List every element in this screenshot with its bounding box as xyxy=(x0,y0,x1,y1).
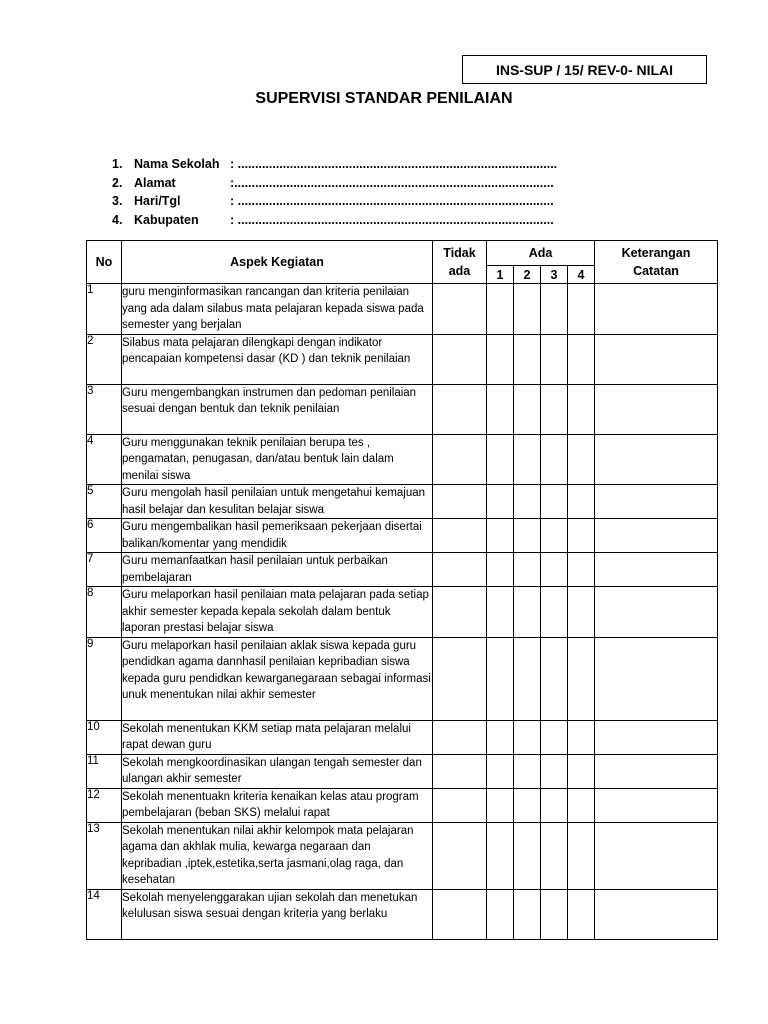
cell-ada-3[interactable] xyxy=(541,637,568,720)
cell-ada-4[interactable] xyxy=(568,334,595,384)
table-row xyxy=(87,754,718,788)
document-code: INS-SUP / 15/ REV-0- NILAI xyxy=(495,61,674,78)
cell-tidak-ada[interactable] xyxy=(433,553,487,587)
assessment-table xyxy=(86,240,718,940)
info-field-alamat: 2. Alamat :............................................................................................ xyxy=(112,175,554,190)
cell-ada-1[interactable] xyxy=(487,637,514,720)
row-aspek-text: Sekolah menyelenggarakan ujian sekolah dan menetukan kelulusan siswa sesuai dengan kriteria yang berlaku xyxy=(122,889,433,939)
cell-ada-2[interactable] xyxy=(514,384,541,434)
cell-keterangan[interactable] xyxy=(595,284,718,335)
cell-tidak-ada[interactable] xyxy=(433,434,487,485)
table-row xyxy=(87,434,718,485)
cell-ada-4[interactable] xyxy=(568,720,595,754)
row-aspek-text: Guru melaporkan hasil penilaian aklak siswa kepada guru pendidkan agama dannhasil penilaian kepribadian siswa kepada guru pendidkan kewarganegaraan sebagai informasi unuk menentukan nilai akhir semester xyxy=(122,637,433,720)
header-ada-4: 4 xyxy=(568,266,595,284)
cell-ada-1[interactable] xyxy=(487,519,514,553)
row-number: 9 xyxy=(87,637,122,720)
row-aspek-text: Sekolah menentukan KKM setiap mata pelajaran melalui rapat dewan guru xyxy=(122,720,433,754)
row-number: 7 xyxy=(87,553,122,587)
cell-ada-4[interactable] xyxy=(568,519,595,553)
table-row xyxy=(87,720,718,754)
cell-ada-4[interactable] xyxy=(568,889,595,939)
cell-ada-1[interactable] xyxy=(487,334,514,384)
cell-ada-1[interactable] xyxy=(487,754,514,788)
page-title: SUPERVISI STANDAR PENILAIAN xyxy=(255,90,513,107)
cell-keterangan[interactable] xyxy=(595,334,718,384)
cell-ada-2[interactable] xyxy=(514,284,541,335)
cell-tidak-ada[interactable] xyxy=(433,822,487,889)
cell-ada-1[interactable] xyxy=(487,434,514,485)
row-number: 13 xyxy=(87,822,122,889)
cell-tidak-ada[interactable] xyxy=(433,637,487,720)
cell-keterangan[interactable] xyxy=(595,637,718,720)
header-ada-3: 3 xyxy=(541,266,568,284)
row-aspek-text: Guru mengolah hasil penilaian untuk mengetahui kemajuan hasil belajar dan kesulitan belajar siswa xyxy=(122,485,433,519)
row-aspek-text: guru menginformasikan rancangan dan kriteria penilaian yang ada dalam silabus mata pelajaran kepada siswa pada semester yang berjalan xyxy=(122,284,433,335)
info-field-nama-sekolah: 1. Nama Sekolah : ............................................................................................ xyxy=(112,157,558,171)
cell-ada-4[interactable] xyxy=(568,822,595,889)
cell-ada-4[interactable] xyxy=(568,485,595,519)
cell-ada-3[interactable] xyxy=(541,822,568,889)
table-row xyxy=(87,822,718,889)
row-aspek-text: Sekolah menentukan nilai akhir kelompok mata pelajaran agama dan akhlak mulia, kewarga negaraan dan kepribadian ,iptek,estetika,serta jasmani,olag raga, dan kesehatan xyxy=(122,822,433,889)
cell-ada-4[interactable] xyxy=(568,587,595,638)
cell-ada-3[interactable] xyxy=(541,889,568,939)
cell-ada-1[interactable] xyxy=(487,822,514,889)
cell-ada-3[interactable] xyxy=(541,485,568,519)
table-row xyxy=(87,587,718,638)
cell-ada-2[interactable] xyxy=(514,434,541,485)
cell-ada-3[interactable] xyxy=(541,519,568,553)
cell-keterangan[interactable] xyxy=(595,587,718,638)
row-number: 10 xyxy=(87,720,122,754)
table-row xyxy=(87,889,718,939)
cell-ada-2[interactable] xyxy=(514,519,541,553)
header-no: No xyxy=(87,241,122,284)
cell-ada-1[interactable] xyxy=(487,384,514,434)
row-number: 2 xyxy=(87,334,122,384)
cell-ada-1[interactable] xyxy=(487,788,514,822)
cell-tidak-ada[interactable] xyxy=(433,720,487,754)
table-row xyxy=(87,788,718,822)
cell-ada-4[interactable] xyxy=(568,434,595,485)
row-aspek-text: Guru melaporkan hasil penilaian mata pelajaran pada setiap akhir semester kepada kepala sekolah dalam bentuk laporan prestasi belajar siswa xyxy=(122,587,433,638)
row-number: 14 xyxy=(87,889,122,939)
cell-ada-3[interactable] xyxy=(541,788,568,822)
cell-ada-2[interactable] xyxy=(514,637,541,720)
row-aspek-text: Guru mengembalikan hasil pemeriksaan pekerjaan disertai balikan/komentar yang mendidik xyxy=(122,519,433,553)
info-field-kabupaten: 4. Kabupaten : ........................................................................................... xyxy=(112,212,554,227)
cell-ada-3[interactable] xyxy=(541,553,568,587)
cell-ada-1[interactable] xyxy=(487,485,514,519)
row-number: 12 xyxy=(87,788,122,822)
cell-tidak-ada[interactable] xyxy=(433,754,487,788)
cell-tidak-ada[interactable] xyxy=(433,788,487,822)
cell-tidak-ada[interactable] xyxy=(433,284,487,335)
cell-ada-4[interactable] xyxy=(568,384,595,434)
row-aspek-text: Guru menggunakan teknik penilaian berupa tes , pengamatan, penugasan, dan/atau bentuk lain dalam menilai siswa xyxy=(122,434,433,485)
cell-tidak-ada[interactable] xyxy=(433,519,487,553)
cell-ada-3[interactable] xyxy=(541,720,568,754)
row-number: 11 xyxy=(87,754,122,788)
cell-ada-4[interactable] xyxy=(568,754,595,788)
cell-tidak-ada[interactable] xyxy=(433,485,487,519)
cell-ada-2[interactable] xyxy=(514,553,541,587)
cell-ada-4[interactable] xyxy=(568,284,595,335)
row-number: 5 xyxy=(87,485,122,519)
cell-ada-1[interactable] xyxy=(487,587,514,638)
row-aspek-text: Sekolah mengkoordinasikan ulangan tengah semester dan ulangan akhir semester xyxy=(122,754,433,788)
row-aspek-text: Silabus mata pelajaran dilengkapi dengan indikator pencapaian kompetensi dasar (KD ) dan teknik penilaian xyxy=(122,334,433,384)
cell-tidak-ada[interactable] xyxy=(433,587,487,638)
header-aspek-kegiatan: Aspek Kegiatan xyxy=(122,241,433,284)
row-number: 8 xyxy=(87,587,122,638)
table-row xyxy=(87,637,718,720)
row-aspek-text: Guru memanfaatkan hasil penilaian untuk perbaikan pembelajaran xyxy=(122,553,433,587)
cell-tidak-ada[interactable] xyxy=(433,334,487,384)
cell-ada-2[interactable] xyxy=(514,788,541,822)
cell-ada-2[interactable] xyxy=(514,334,541,384)
cell-tidak-ada[interactable] xyxy=(433,889,487,939)
cell-tidak-ada[interactable] xyxy=(433,384,487,434)
cell-keterangan[interactable] xyxy=(595,384,718,434)
table-row xyxy=(87,553,718,587)
cell-ada-2[interactable] xyxy=(514,587,541,638)
info-fields xyxy=(112,157,557,231)
cell-keterangan[interactable] xyxy=(595,720,718,754)
header-keterangan-catatan: Keterangan Catatan xyxy=(595,241,718,284)
cell-keterangan[interactable] xyxy=(595,519,718,553)
cell-ada-3[interactable] xyxy=(541,754,568,788)
table-body xyxy=(87,284,718,940)
cell-ada-2[interactable] xyxy=(514,720,541,754)
cell-ada-2[interactable] xyxy=(514,754,541,788)
cell-keterangan[interactable] xyxy=(595,822,718,889)
cell-keterangan[interactable] xyxy=(595,754,718,788)
cell-ada-3[interactable] xyxy=(541,384,568,434)
cell-ada-2[interactable] xyxy=(514,485,541,519)
header-ada-2: 2 xyxy=(514,266,541,284)
cell-ada-1[interactable] xyxy=(487,889,514,939)
row-aspek-text: Guru mengembangkan instrumen dan pedoman penilaian sesuai dengan bentuk dan teknik penilaian xyxy=(122,384,433,434)
info-field-hari-tgl: 3. Hari/Tgl : ........................................................................................... xyxy=(112,194,554,208)
cell-ada-2[interactable] xyxy=(514,822,541,889)
cell-ada-1[interactable] xyxy=(487,720,514,754)
cell-ada-3[interactable] xyxy=(541,587,568,638)
header-tidak-ada: Tidak ada xyxy=(433,241,487,284)
cell-ada-2[interactable] xyxy=(514,889,541,939)
row-number: 6 xyxy=(87,519,122,553)
cell-keterangan[interactable] xyxy=(595,788,718,822)
table-row xyxy=(87,519,718,553)
cell-ada-3[interactable] xyxy=(541,434,568,485)
header-ada: Ada xyxy=(487,241,595,266)
header-ada-1: 1 xyxy=(487,266,514,284)
document-code-box xyxy=(462,55,707,84)
table-row xyxy=(87,384,718,434)
cell-keterangan[interactable] xyxy=(595,553,718,587)
row-number: 1 xyxy=(87,284,122,335)
cell-ada-3[interactable] xyxy=(541,284,568,335)
cell-keterangan[interactable] xyxy=(595,434,718,485)
cell-ada-1[interactable] xyxy=(487,284,514,335)
table-row xyxy=(87,284,718,335)
cell-ada-4[interactable] xyxy=(568,637,595,720)
cell-ada-4[interactable] xyxy=(568,788,595,822)
cell-keterangan[interactable] xyxy=(595,485,718,519)
cell-ada-1[interactable] xyxy=(487,553,514,587)
row-number: 3 xyxy=(87,384,122,434)
cell-ada-4[interactable] xyxy=(568,553,595,587)
table-row xyxy=(87,485,718,519)
cell-ada-3[interactable] xyxy=(541,334,568,384)
row-aspek-text: Sekolah menentuakn kriteria kenaikan kelas atau program pembelajaran (beban SKS) melalui rapat xyxy=(122,788,433,822)
cell-keterangan[interactable] xyxy=(595,889,718,939)
row-number: 4 xyxy=(87,434,122,485)
table-row xyxy=(87,334,718,384)
